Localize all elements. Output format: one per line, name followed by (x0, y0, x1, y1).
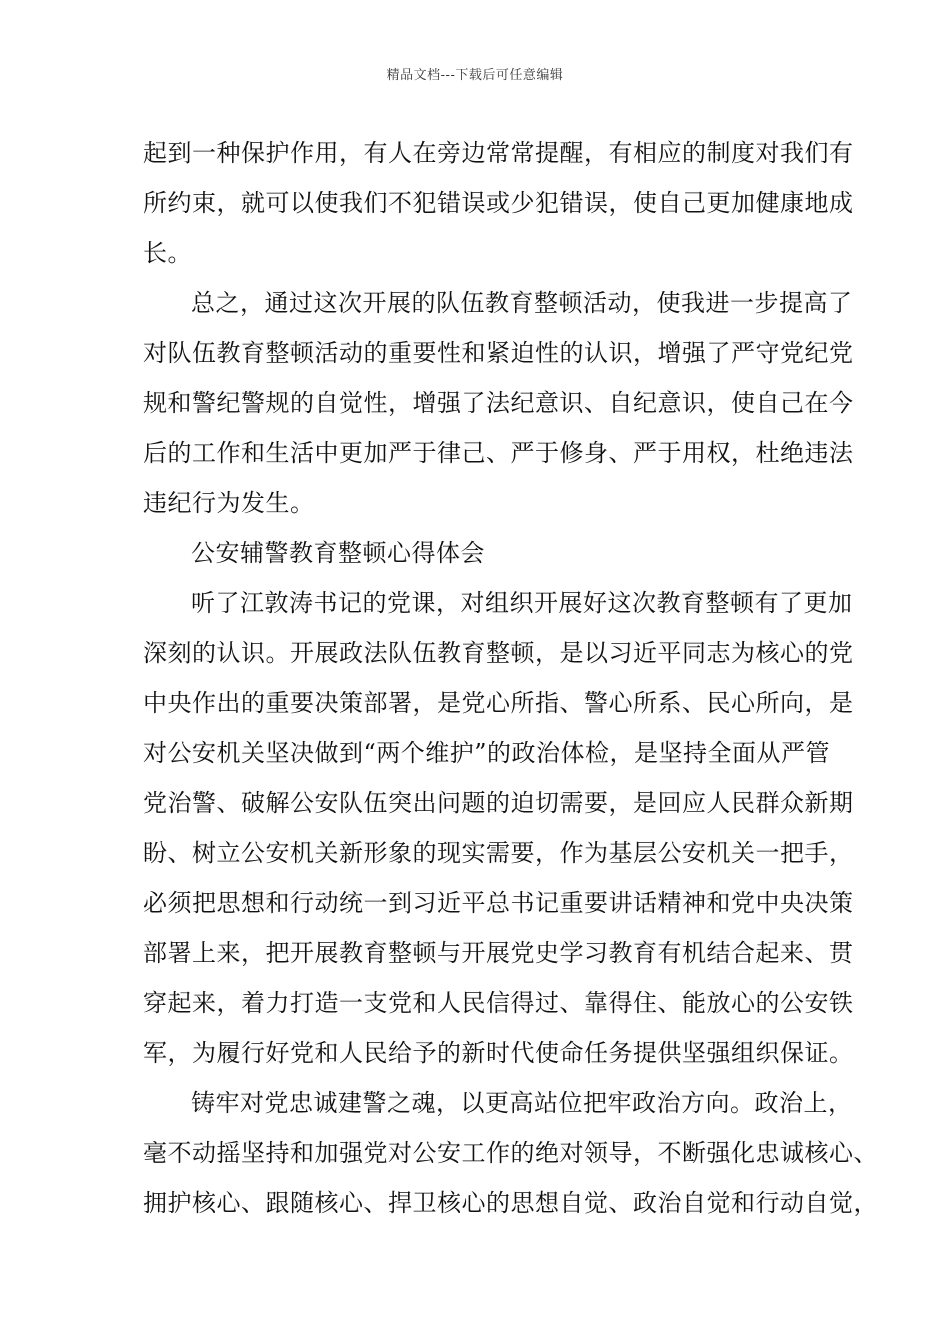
text-line: 对公安机关坚决做到“两个维护”的政治体检，是坚持全面从严管 (143, 739, 831, 767)
text-line: 所约束，就可以使我们不犯错误或少犯错误，使自己更加健康地成 (143, 189, 854, 217)
text-line: 必须把思想和行动统一到习近平总书记重要讲话精神和党中央决策 (143, 889, 854, 917)
text-line: 毫不动摇坚持和加强党对公安工作的绝对领导，不断强化忠诚核心、 (143, 1139, 878, 1167)
text-line: 盼、树立公安机关新形象的现实需要，作为基层公安机关一把手， (143, 839, 854, 867)
text-line: 后的工作和生活中更加严于律己、严于修身、严于用权，杜绝违法 (143, 439, 854, 467)
text-line: 听了江敦涛书记的党课，对组织开展好这次教育整顿有了更加 (191, 589, 853, 617)
text-line: 中央作出的重要决策部署，是党心所指、警心所系、民心所向，是 (143, 689, 854, 717)
text-line: 穿起来，着力打造一支党和人民信得过、靠得住、能放心的公安铁 (143, 989, 854, 1017)
page-header: 精品文档---下载后可任意编辑 (386, 68, 564, 83)
text-line: 深刻的认识。开展政法队伍教育整顿，是以习近平同志为核心的党 (143, 639, 854, 667)
text-line: 对队伍教育整顿活动的重要性和紧迫性的认识，增强了严守党纪党 (143, 339, 854, 367)
text-line: 长。 (143, 239, 192, 267)
text-line: 违纪行为发生。 (143, 489, 315, 517)
text-line: 党治警、破解公安队伍突出问题的迫切需要，是回应人民群众新期 (143, 789, 854, 817)
text-line: 铸牢对党忠诚建警之魂，以更高站位把牢政治方向。政治上， (191, 1089, 853, 1117)
text-line: 公安辅警教育整顿心得体会 (191, 539, 485, 567)
document-body (143, 128, 878, 1228)
text-line: 起到一种保护作用，有人在旁边常常提醒，有相应的制度对我们有 (143, 139, 854, 167)
text-line: 总之，通过这次开展的队伍教育整顿活动，使我进一步提高了 (191, 289, 853, 317)
text-line: 拥护核心、跟随核心、捍卫核心的思想自觉、政治自觉和行动自觉， (143, 1189, 878, 1217)
text-line: 规和警纪警规的自觉性，增强了法纪意识、自纪意识，使自己在今 (143, 389, 854, 417)
text-line: 军，为履行好党和人民给予的新时代使命任务提供坚强组织保证。 (143, 1039, 854, 1067)
text-line: 部署上来，把开展教育整顿与开展党史学习教育有机结合起来、贯 (143, 939, 854, 967)
